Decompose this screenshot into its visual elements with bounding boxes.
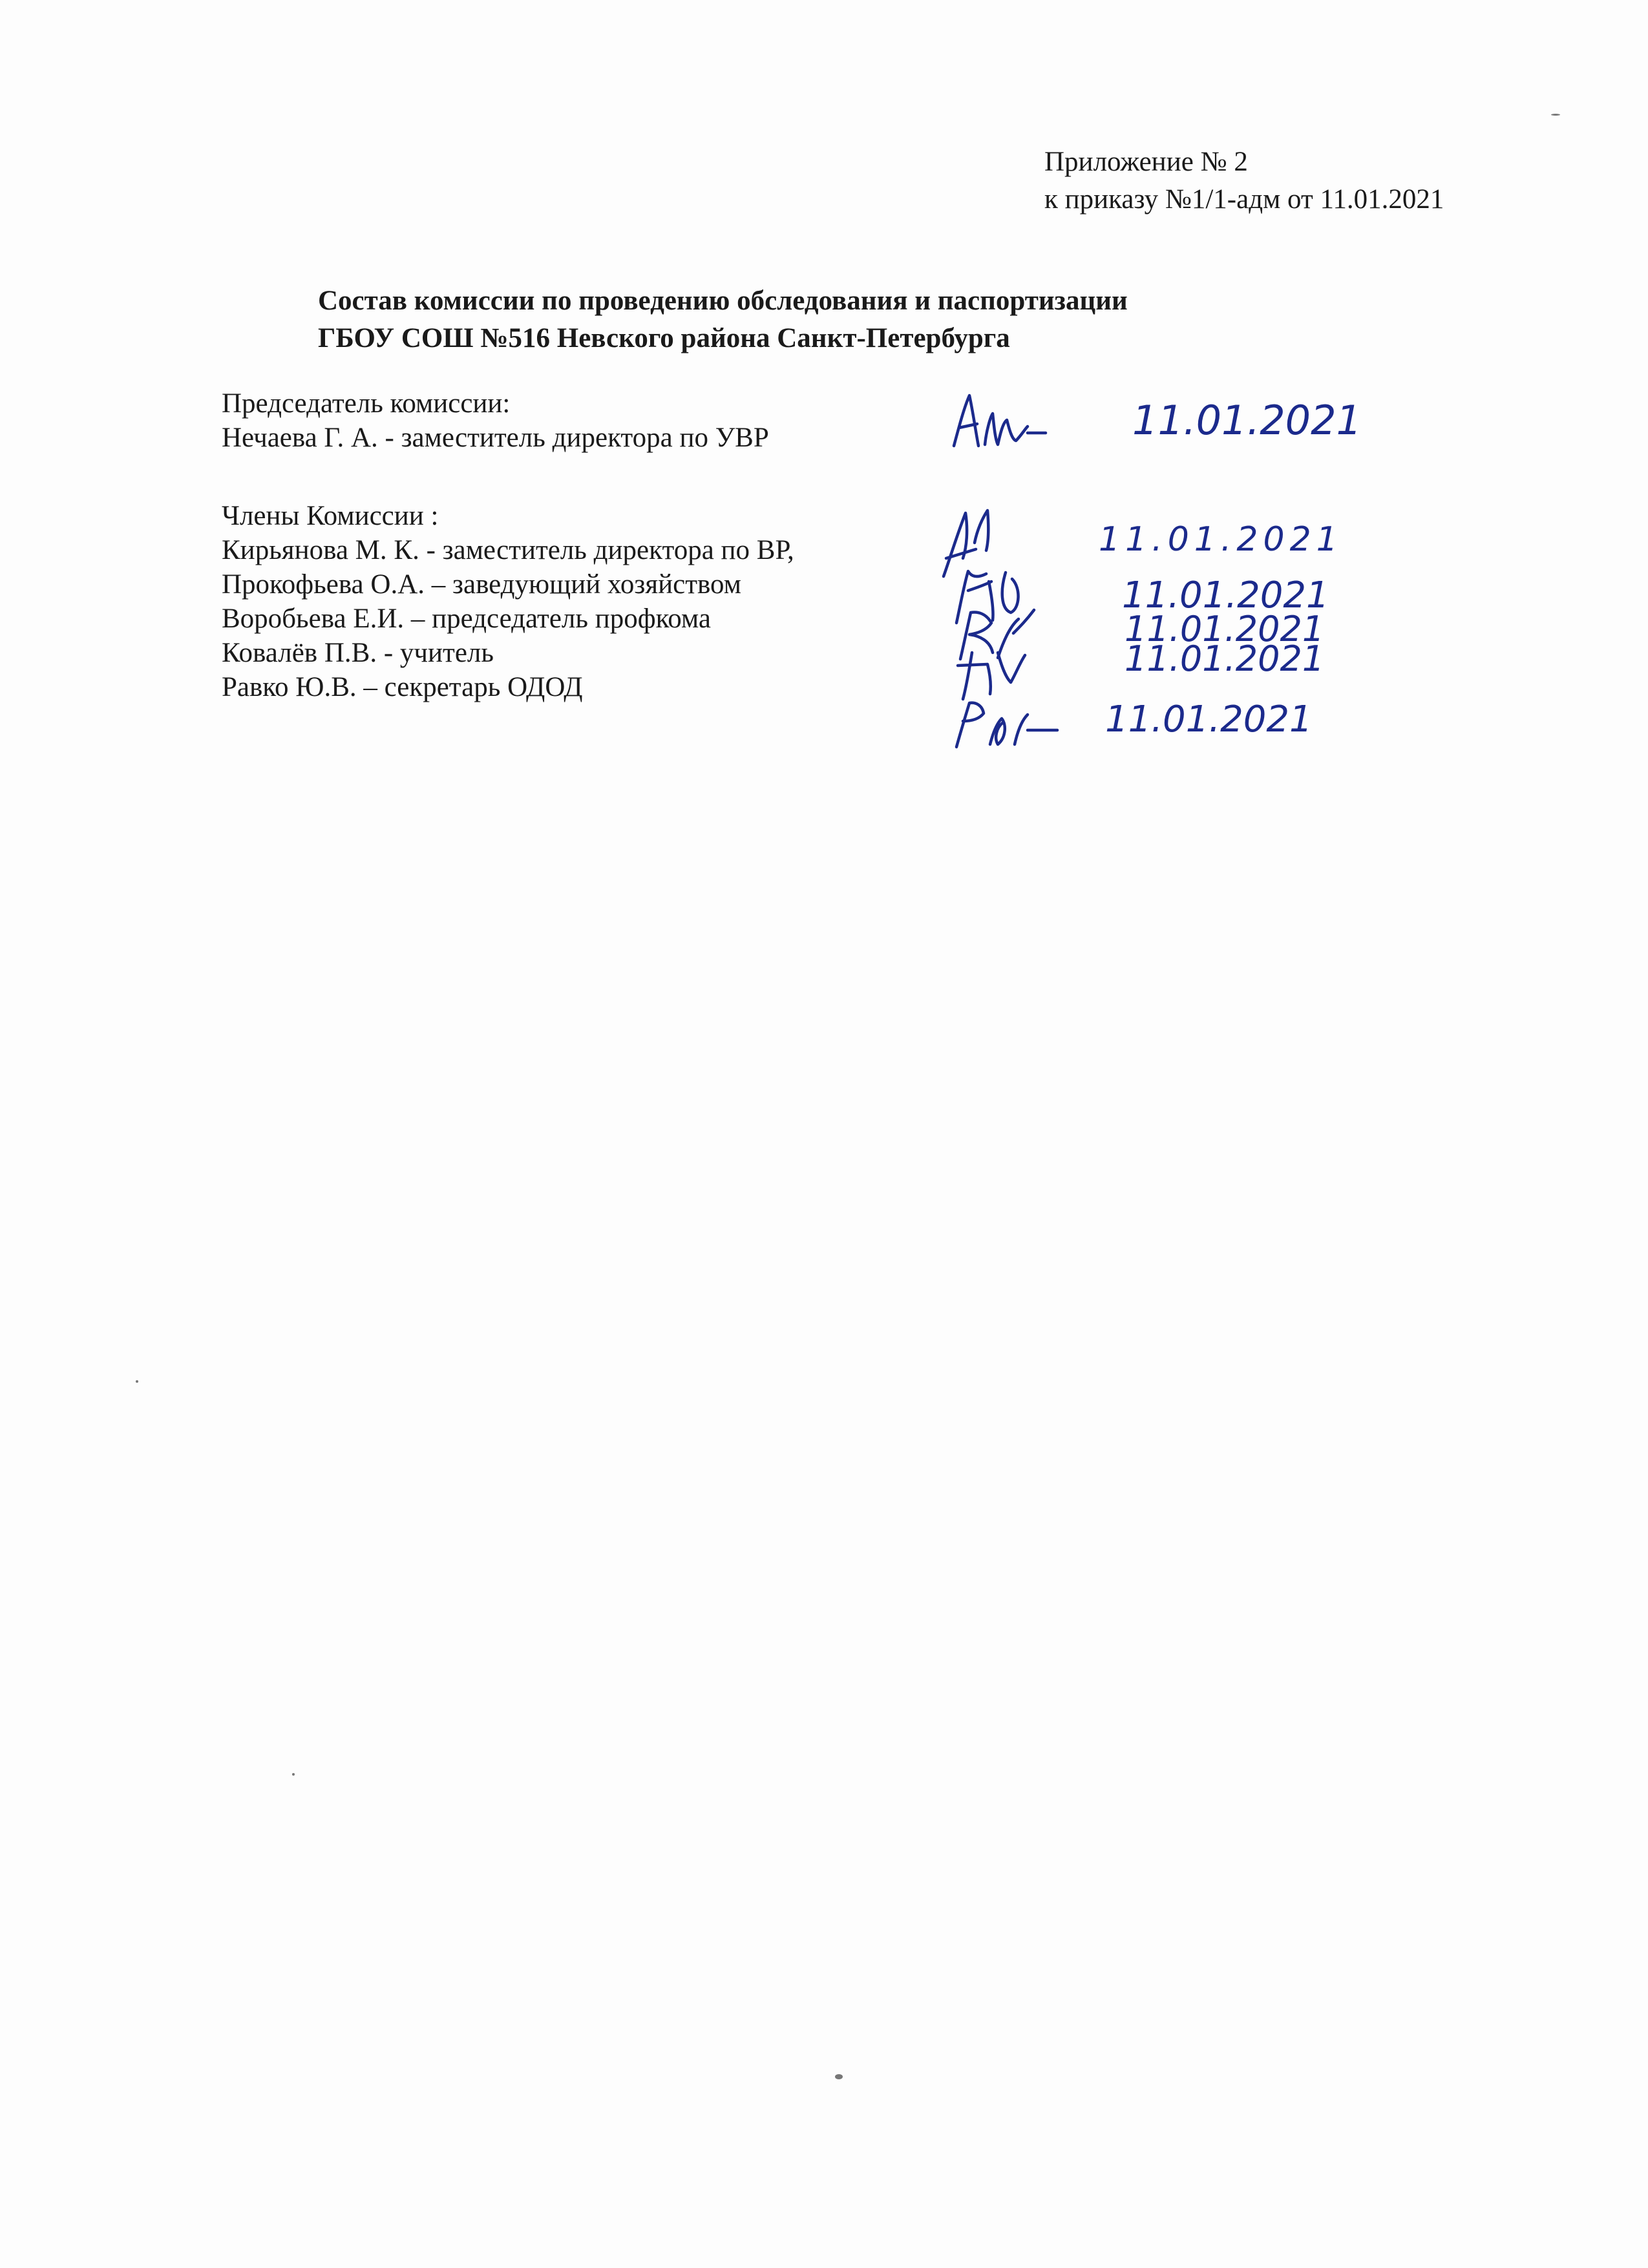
scan-speck [1551,114,1560,116]
signature-date: 11.01.2021 [1125,638,1325,679]
signature-date: 11.01.2021 [1122,574,1329,616]
order-reference: к приказу №1/1-адм от 11.01.2021 [1044,184,1444,215]
members-section [222,499,794,704]
signature-chair [931,381,1396,459]
chair-section [222,386,769,455]
appendix-reference [1044,143,1444,218]
scan-speck [292,1773,295,1776]
member-line: Ковалёв П.В. - учитель [222,638,494,668]
signature-date: 11.01.2021 [1132,397,1362,444]
signature-date: 11.01.2021 [1099,520,1343,559]
title-line-2: ГБОУ СОШ №516 Невского района Санкт-Петербурга [318,323,1010,353]
members-heading: Члены Комиссии : [222,501,439,531]
scan-speck [835,2074,843,2079]
document-title [318,282,1128,357]
signature-date: 11.01.2021 [1105,698,1313,740]
handwritten-signature [931,381,1396,459]
scan-speck [136,1380,138,1383]
member-line: Кирьянова М. К. - заместитель директора по ВР, [222,535,794,565]
appendix-number: Приложение № 2 [1044,147,1248,177]
chair-heading: Председатель комиссии: [222,388,511,419]
title-line-1: Состав комиссии по проведению обследования и паспортизации [318,286,1128,316]
member-line: Равко Ю.В. – секретарь ОДОД [222,672,583,702]
handwritten-signature [931,685,1396,762]
chair-person: Нечаева Г. А. - заместитель директора по УВР [222,423,769,453]
signature-member-5 [931,685,1396,762]
member-line: Прокофьева О.А. – заведующий хозяйством [222,569,741,600]
signature-date: 11.01.2021 [1125,609,1325,649]
member-line: Воробьева Е.И. – председатель профкома [222,604,711,634]
